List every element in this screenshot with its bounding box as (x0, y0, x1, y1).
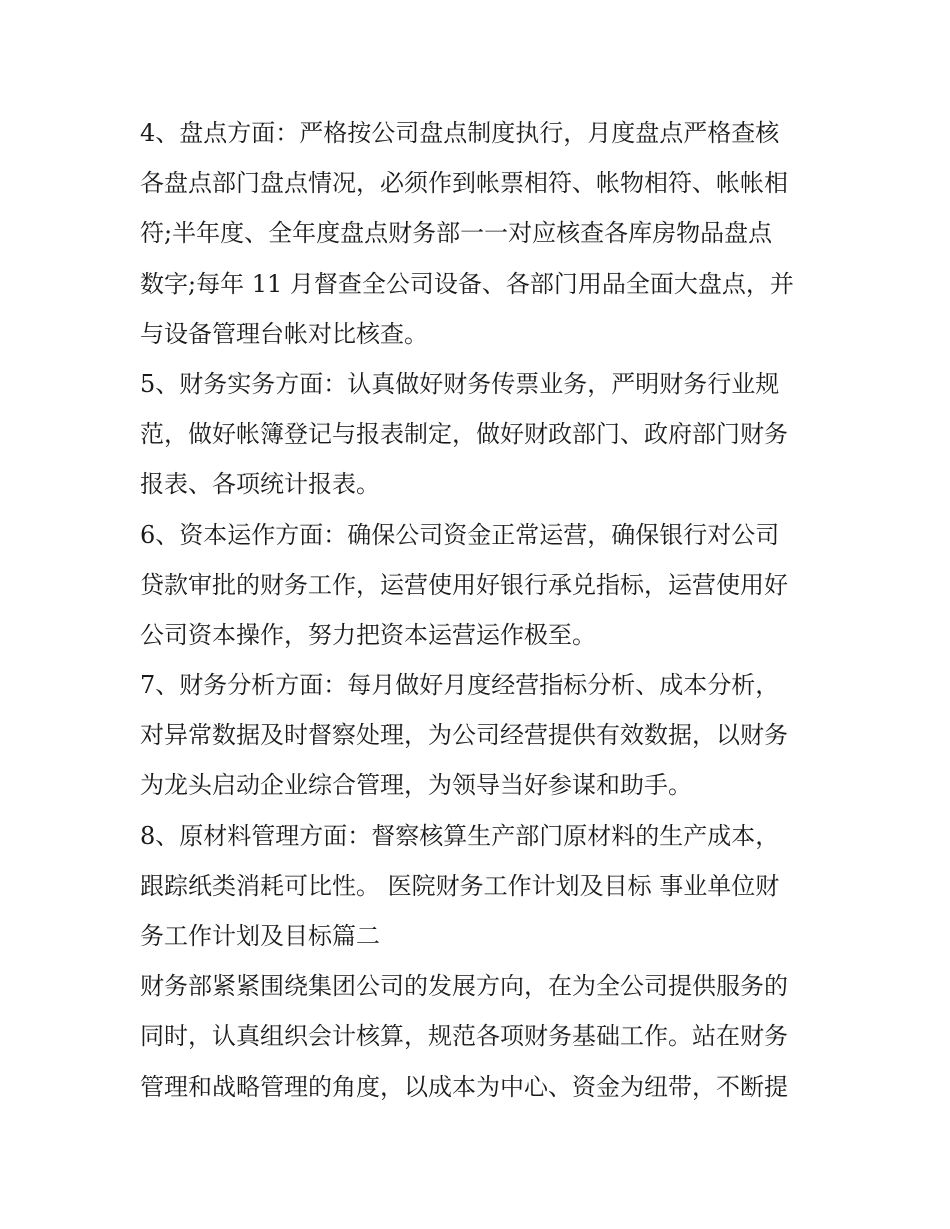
text-line: 公司资本操作，努力把资本运营运作极至。 (140, 620, 596, 649)
text-line: 对异常数据及时督察处理，为公司经营提供有效数据，以财务 (140, 721, 788, 750)
text-line: 4、盘点方面：严格按公司盘点制度执行，月度盘点严格查核 (140, 119, 780, 147)
text-line: 7、财务分析方面：每月做好月度经营指标分析、成本分析， (140, 671, 780, 700)
text-line: 各盘点部门盘点情况，必须作到帐票相符、帐物相符、帐帐相 (140, 169, 788, 198)
text-line: 为龙头启动企业综合管理，为领导当好参谋和助手。 (140, 771, 692, 800)
text-line: 同时，认真组织会计核算，规范各项财务基础工作。站在财务 (140, 1022, 788, 1051)
text-line: 跟踪纸类消耗可比性。 医院财务工作计划及目标 事业单位财 (140, 871, 780, 900)
text-line: 与设备管理台帐对比核查。 (140, 319, 428, 348)
text-line: 务工作计划及目标篇二 (140, 922, 380, 950)
text-line: 财务部紧紧围绕集团公司的发展方向，在为全公司提供服务的 (140, 972, 788, 1001)
text-line: 5、财务实务方面：认真做好财务传票业务，严明财务行业规 (140, 369, 780, 398)
text-line: 8、原材料管理方面：督察核算生产部门原材料的生产成本， (140, 821, 780, 850)
text-line: 管理和战略管理的角度，以成本为中心、资金为纽带，不断提 (140, 1072, 788, 1101)
text-line: 符;半年度、全年度盘点财务部一一对应核查各库房物品盘点 (140, 219, 773, 248)
text-line: 范，做好帐簿登记与报表制定，做好财政部门、政府部门财务 (140, 420, 788, 449)
text-line: 报表、各项统计报表。 (140, 470, 380, 499)
body-text (140, 108, 820, 1112)
text-line: 贷款审批的财务工作，运营使用好银行承兑指标，运营使用好 (140, 570, 788, 599)
text-line: 6、资本运作方面：确保公司资金正常运营，确保银行对公司 (140, 520, 780, 549)
text-line: 数字;每年 11 月督查全公司设备、各部门用品全面大盘点，并 (140, 269, 794, 298)
